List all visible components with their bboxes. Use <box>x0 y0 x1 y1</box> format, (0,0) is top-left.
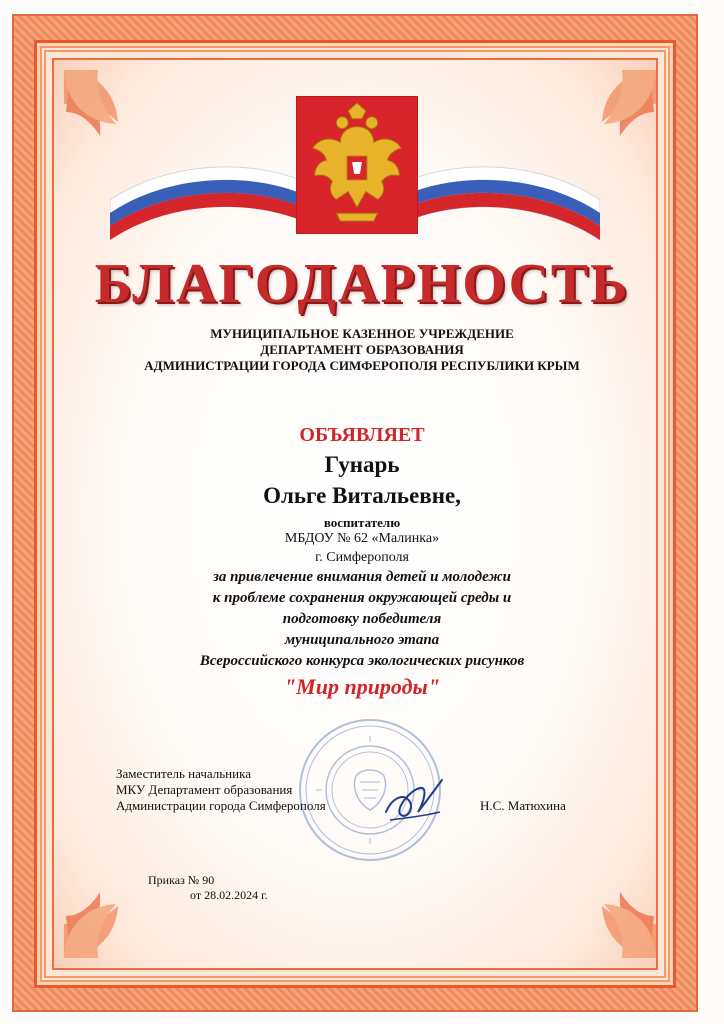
reason-line: муниципального этапа <box>284 632 440 648</box>
org-line: ДЕПАРТАМЕНТ ОБРАЗОВАНИЯ <box>260 342 464 357</box>
recipient-first-names: Ольге Витальевне, <box>263 483 461 508</box>
role-line: МКУ Департамент образования <box>116 782 293 797</box>
recipient-city: г. Симферополя <box>315 550 409 565</box>
announce-heading: ОБЪЯВЛЯЕТ <box>299 424 425 446</box>
order-date: от 28.02.2024 г. <box>190 888 268 902</box>
recipient-position: воспитателю <box>323 515 401 530</box>
contest-name: "Мир природы" <box>283 674 441 699</box>
reason-line: за привлечение внимания детей и молодежи <box>212 569 511 585</box>
reason-line: к проблеме сохранения окружающей среды и <box>212 590 512 606</box>
reason-line: Всероссийского конкурса экологических рисунков <box>199 653 525 669</box>
signer-role <box>116 766 326 814</box>
recipient-school: МБДОУ № 62 «Малинка» <box>284 531 440 546</box>
issuing-organization <box>60 326 664 374</box>
handwritten-signature-icon <box>380 772 450 832</box>
order-number: Приказ № 90 <box>148 873 215 887</box>
award-reason <box>60 567 664 672</box>
reason-line: подготовку победителя <box>282 611 442 627</box>
role-line: Администрации города Симферополя <box>116 798 326 813</box>
corner-ornament-icon <box>554 856 664 966</box>
certificate-title: БЛАГОДАРНОСТЬ <box>94 253 630 315</box>
recipient-surname: Гунарь <box>324 452 400 477</box>
org-line: МУНИЦИПАЛЬНОЕ КАЗЕННОЕ УЧРЕЖДЕНИЕ <box>210 326 514 341</box>
role-line: Заместитель начальника <box>116 766 251 781</box>
org-line: АДМИНИСТРАЦИИ ГОРОДА СИМФЕРОПОЛЯ РЕСПУБЛИКИ КРЫМ <box>144 358 580 373</box>
coat-of-arms-icon <box>296 96 418 234</box>
signer-name: Н.С. Матюхина <box>480 798 566 813</box>
